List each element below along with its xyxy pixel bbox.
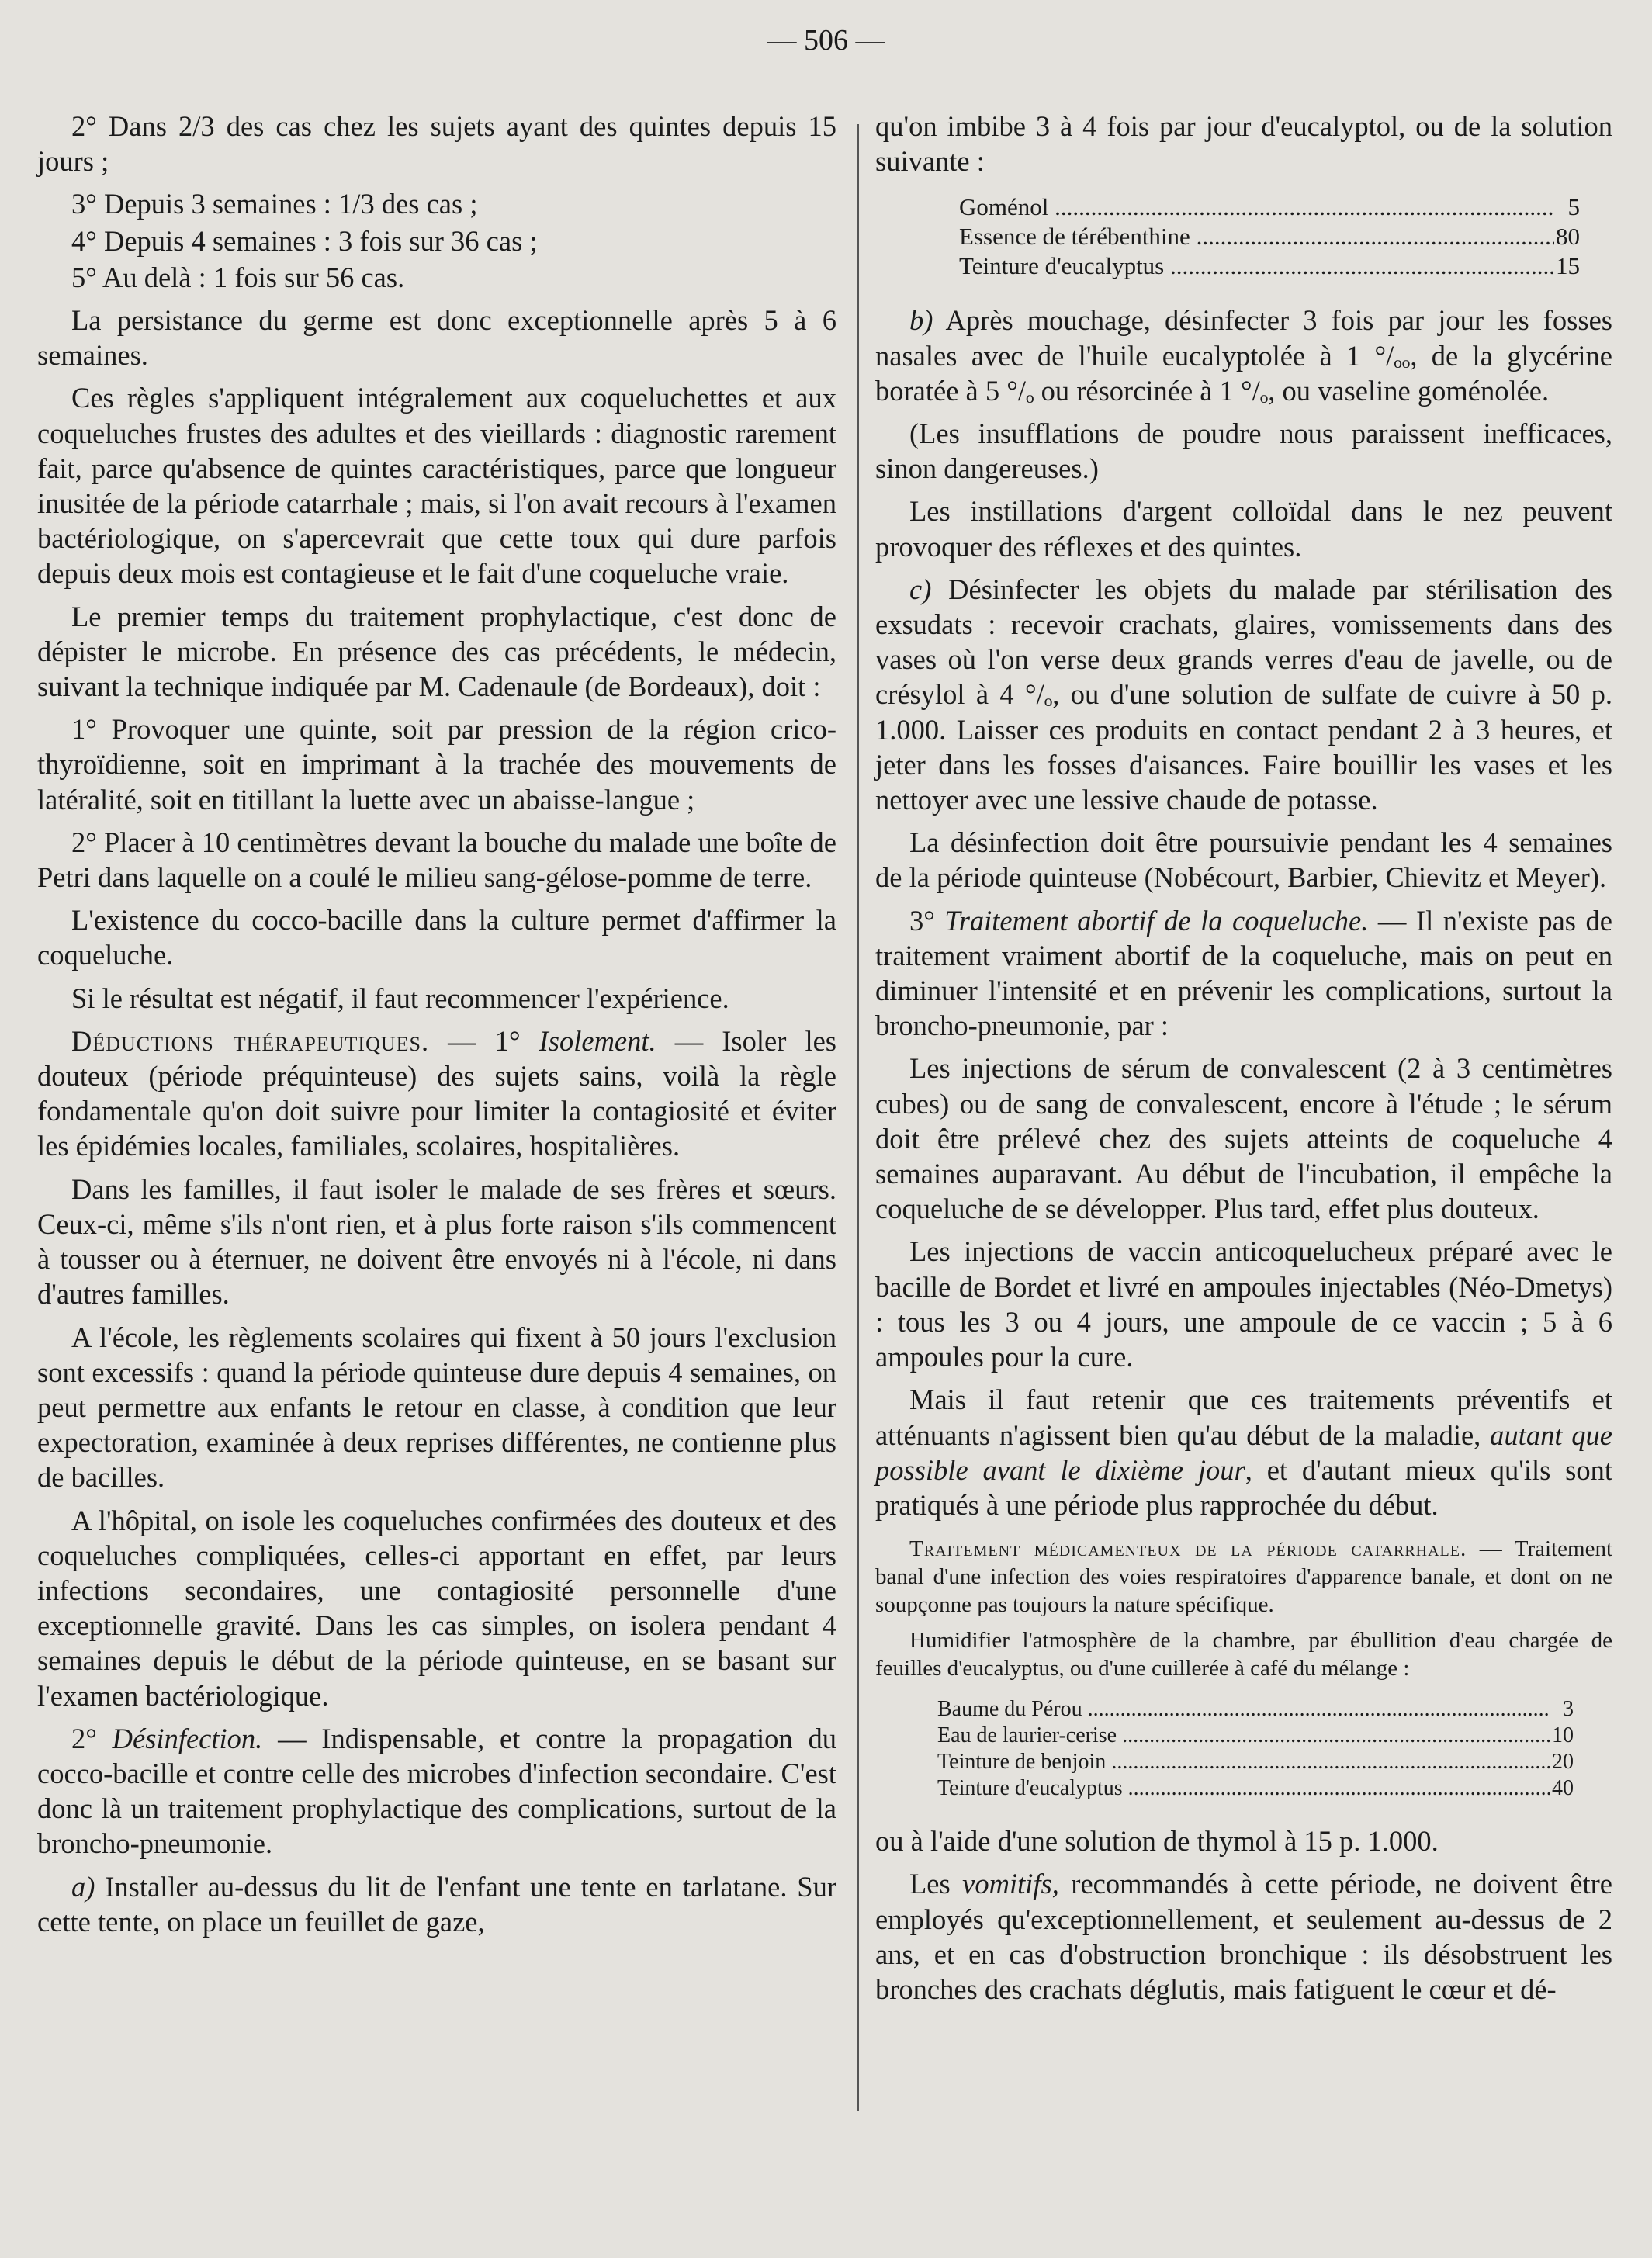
text-run: Mais il faut retenir que ces traitements préventifs et atténuants n'agissent bien qu'au début de la maladie, bbox=[875, 1384, 1612, 1451]
paragraph: La persistance du germe est donc exceptionnelle après 5 à 6 semaines. bbox=[37, 304, 836, 372]
paragraph: A l'école, les règlements scolaires qui fixent à 50 jours l'exclusion sont excessifs : quand la période quinteuse dure depuis 4 semaines, on peut permettre aux enfants le retour en classe, à condition que leur expectoration, examinée à deux reprises différentes, ne contienne plus de bacilles. bbox=[37, 1321, 836, 1494]
ingredient: Baume du Pérou ..... bbox=[937, 1696, 1550, 1723]
section-heading: Traitement médicamenteux de la période catarrhale. bbox=[909, 1536, 1467, 1562]
paragraph: Si le résultat est négatif, il faut recommencer l'expérience. bbox=[71, 982, 729, 1014]
item-label: b) bbox=[909, 304, 933, 337]
quantity: 10 bbox=[1552, 1723, 1574, 1748]
ingredient: Goménol ..... bbox=[959, 192, 1554, 222]
text-run: — Indispensable, et contre la propagation du cocco-bacille et contre celle des microbes d'infection secondaire. C'est donc là un traitement prophylactique des complications, surtout de la broncho-pneumonie. bbox=[37, 1722, 836, 1860]
recipe-row bbox=[937, 1723, 1574, 1749]
paragraph: 4° Depuis 4 semaines : 3 fois sur 36 cas ; bbox=[71, 224, 538, 257]
point-a-paragraph bbox=[37, 1869, 836, 1939]
text-run: — Isoler les douteux (période préquinteuse) des sujets sains, voilà la règle fondamentale qu'on doit suivre pour limiter la contagiosité et éviter les épidémies locales, familiales, scolaires, hospitalières. bbox=[37, 1024, 836, 1162]
subsection-title: Traitement abortif de la coqueluche. bbox=[944, 904, 1369, 937]
ingredient: Eau de laurier-cerise ..... bbox=[937, 1723, 1550, 1749]
ingredient: Teinture d'eucalyptus ..... bbox=[959, 251, 1554, 281]
text-run: Installer au-dessus du lit de l'enfant une tente en tarlatane. Sur cette tente, on place un feuillet de gaze, bbox=[37, 1870, 836, 1938]
paragraph: (Les insufflations de poudre nous paraissent inefficaces, sinon dangereuses.) bbox=[875, 417, 1612, 485]
text-run: — Il n'existe pas de traitement vraiment abortif de la coqueluche, mais on peut en diminuer l'intensité et en prévenir les complications, surtout la broncho-pneumonie, par : bbox=[875, 904, 1612, 1042]
text-run: 2° bbox=[71, 1722, 113, 1754]
paragraph: La désinfection doit être poursuivie pendant les 4 semaines de la période quinteuse (Nobécourt, Barbier, Chievitz et Meyer). bbox=[875, 826, 1612, 894]
text-run: Les bbox=[909, 1868, 963, 1900]
abortif-paragraph bbox=[875, 903, 1612, 1044]
recipe-row bbox=[937, 1696, 1574, 1723]
deductions-paragraph bbox=[37, 1023, 836, 1164]
paragraph: ou à l'aide d'une solution de thymol à 15 p. 1.000. bbox=[875, 1825, 1439, 1858]
recipe-table-2 bbox=[937, 1696, 1574, 1802]
paragraph: 1° Provoquer une quinte, soit par pression de la région crico-thyroïdienne, soit en imprimant à la trachée des mouvements de latéralité, soit en titillant la luette avec un abaisse-langue ; bbox=[37, 713, 836, 816]
paragraph: L'existence du cocco-bacille dans la culture permet d'affirmer la coqueluche. bbox=[37, 904, 836, 971]
text-run: recommandés à cette période, ne doivent être employés qu'exceptionnellement, et seulement au-dessus de 2 ans, et en cas d'obstruction bronchique : ils désobstruent les bronches des crachats déglutis, mais fatiguent le cœur et dé- bbox=[875, 1868, 1612, 2005]
right-column bbox=[875, 109, 1612, 2014]
paragraph: 2° Placer à 10 centimètres devant la bouche du malade une boîte de Petri dans laquelle on a coulé le milieu sang-gélose-pomme de terre. bbox=[37, 826, 836, 894]
subsection-title: Isolement. bbox=[539, 1024, 656, 1057]
quantity: 5 bbox=[1567, 193, 1580, 221]
ingredient: Teinture de benjoin ..... bbox=[937, 1749, 1550, 1775]
subsection-title: Désinfection. bbox=[112, 1722, 263, 1754]
paragraph: 5° Au delà : 1 fois sur 56 cas. bbox=[71, 261, 405, 293]
paragraph: Les injections de vaccin anticoquelucheux préparé avec le bacille de Bordet et livré en ampoules injectables (Néo-Dmetys) : tous les 3 ou 4 jours, une ampoule de ce vaccin ; 5 à 6 ampoules pour la cure. bbox=[875, 1235, 1612, 1373]
paragraph: Les injections de sérum de convalescent (2 à 3 centimètres cubes) ou de sang de convalescent, encore à l'étude ; le sérum doit être prélevé chez des sujets atteints de coqueluche 4 semaines auparavant. Au début de l'incubation, il empêche la coqueluche de se développer. Plus tard, effet plus douteux. bbox=[875, 1052, 1612, 1225]
recipe-row bbox=[959, 251, 1580, 281]
vomitifs-paragraph bbox=[875, 1866, 1612, 2007]
paragraph: 2° Dans 2/3 des cas chez les sujets ayant des quintes depuis 15 jours ; bbox=[37, 110, 836, 178]
column-divider bbox=[857, 124, 859, 2111]
recipe-row bbox=[937, 1749, 1574, 1775]
quantity: 20 bbox=[1552, 1750, 1574, 1775]
recipe-table-1 bbox=[959, 192, 1580, 281]
text-run: Après mouchage, désinfecter 3 fois par jour les fosses nasales avec de l'huile eucalyptolée à 1 °/ₒₒ, de la glycérine boratée à 5 °/ₒ ou résorcinée à 1 °/ₒ, ou vaseline goménolée. bbox=[875, 304, 1612, 407]
quantity: 15 bbox=[1556, 252, 1580, 280]
item-label: c) bbox=[909, 573, 932, 605]
text-run: , et d'autant mieux qu'ils sont pratiqués à une période plus rapprochée du début. bbox=[875, 1453, 1612, 1521]
paragraph: A l'hôpital, on isole les coqueluches confirmées des douteux et des coqueluches compliquées, celles-ci apportant en effet, par leurs infections secondaires, une contagiosité personnelle d'une exceptionnelle gravité. Dans les cas simples, on isolera pendant 4 semaines depuis le début de la période quinteuse, en se basant sur l'examen bactériologique. bbox=[37, 1504, 836, 1712]
item-label: a) bbox=[71, 1870, 95, 1903]
desinfection-paragraph bbox=[37, 1721, 836, 1861]
point-c-paragraph bbox=[875, 572, 1612, 817]
paragraph: 3° Depuis 3 semaines : 1/3 des cas ; bbox=[71, 188, 478, 220]
quantity: 80 bbox=[1556, 223, 1580, 251]
section-heading: Déductions thérapeutiques. bbox=[71, 1024, 430, 1057]
left-column bbox=[37, 109, 836, 1947]
page-number: — 506 — bbox=[767, 24, 885, 57]
recipe-row bbox=[959, 222, 1580, 251]
recipe-row bbox=[937, 1775, 1574, 1802]
paragraph: Humidifier l'atmosphère de la chambre, par ébullition d'eau chargée de feuilles d'eucalyptus, ou d'une cuillerée à café du mélange : bbox=[875, 1628, 1612, 1681]
mais-paragraph bbox=[875, 1382, 1612, 1522]
paragraph: Le premier temps du traitement prophylactique, c'est donc de dépister le microbe. En présence des cas précédents, le médecin, suivant la technique indiquée par M. Cadenaule (de Bordeaux), doit : bbox=[37, 600, 836, 703]
medicamenteux-paragraph bbox=[875, 1535, 1612, 1619]
quantity: 3 bbox=[1563, 1697, 1574, 1722]
recipe-row bbox=[959, 192, 1580, 222]
text-run: — 1° bbox=[429, 1024, 539, 1057]
emphasis: vomitifs, bbox=[962, 1868, 1059, 1900]
ingredient: Essence de térébenthine ..... bbox=[959, 222, 1554, 251]
paragraph: Ces règles s'appliquent intégralement aux coqueluchettes et aux coqueluches frustes des adultes et des vieillards : diagnostic rarement fait, parce qu'absence de quintes caractéristiques, parce que longueur inusitée de la période catarrhale ; mais, si l'on avait recours à l'examen bactériologique, on s'apercevrait que cette toux qui dure parfois depuis deux mois est contagieuse et le fait d'une coqueluche vraie. bbox=[37, 382, 836, 590]
quantity: 40 bbox=[1552, 1776, 1574, 1801]
paragraph: Les instillations d'argent colloïdal dans le nez peuvent provoquer des réflexes et des quintes. bbox=[875, 495, 1612, 563]
paragraph: qu'on imbibe 3 à 4 fois par jour d'eucalyptol, ou de la solution suivante : bbox=[875, 110, 1612, 178]
emphasis: autant que possible avant le dixième jour bbox=[875, 1418, 1613, 1486]
point-b-paragraph bbox=[875, 303, 1612, 408]
text-run: — Traitement banal d'une infection des voies respiratoires d'apparence banale, et dont on ne soupçonne pas toujours la nature spécifique. bbox=[875, 1536, 1613, 1618]
text-run: 3° bbox=[909, 904, 945, 937]
paragraph: Dans les familles, il faut isoler le malade de ses frères et sœurs. Ceux-ci, même s'ils n'ont rien, et à plus forte raison s'ils commencent à tousser ou à éternuer, ne doivent être envoyés ni à l'école, ni dans d'autres familles. bbox=[37, 1172, 836, 1311]
ingredient: Teinture d'eucalyptus ..... bbox=[937, 1775, 1550, 1802]
text-run: Désinfecter les objets du malade par stérilisation des exsudats : recevoir crachats, glaires, vomissements dans des vases où l'on verse deux grands verres d'eau de javelle, ou de crésylol à 4 °/ₒ, ou d'une solution de sulfate de cuivre à 50 p. 1.000. Laisser ces produits en contact pendant 2 à 3 heures, et jeter dans les fosses d'aisances. Faire bouillir les vases et les nettoyer avec une lessive chaude de potasse. bbox=[875, 573, 1612, 816]
